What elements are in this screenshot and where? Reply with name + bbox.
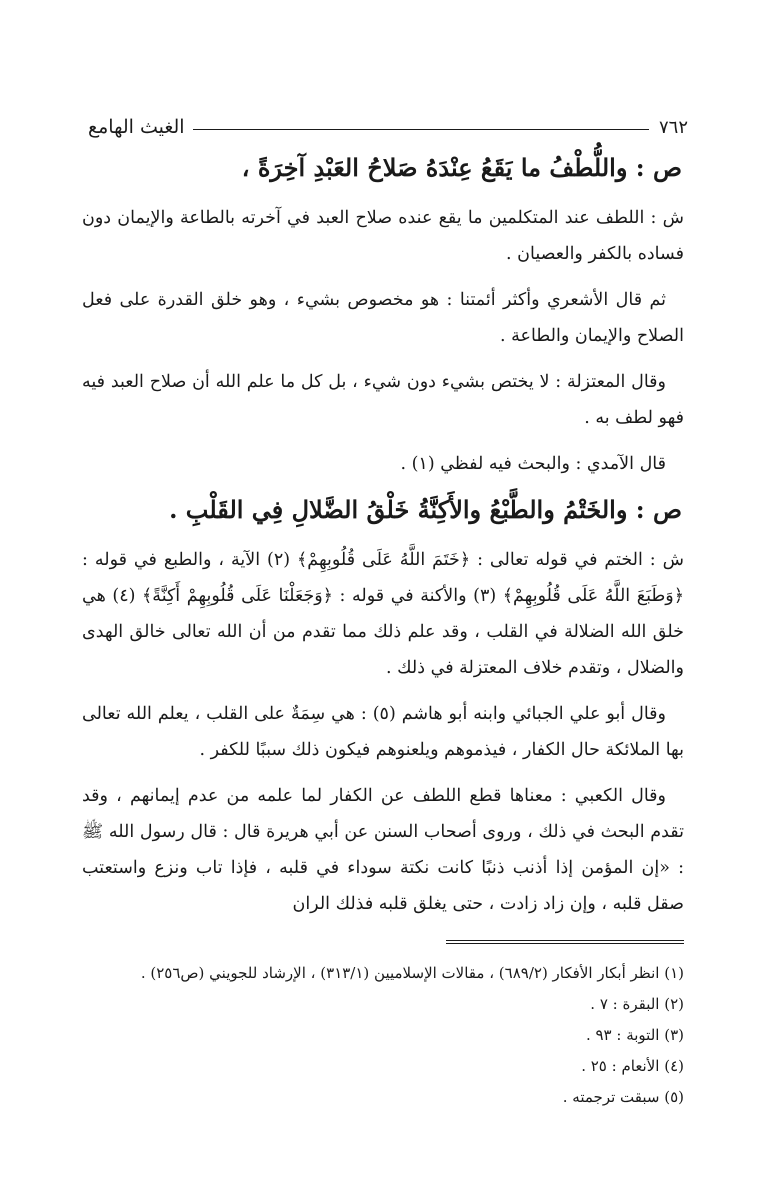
footnote: (٣) التوبة : ٩٣ . bbox=[585, 1026, 684, 1044]
page-header bbox=[88, 108, 688, 138]
header-rule bbox=[193, 129, 649, 130]
paragraph: وقال الكعبي : معناها قطع اللطف عن الكفار لما علمه من عدم إيمانهم ، وقد تقدم البحث في ذلك ، وروى أصحاب السنن عن أبي هريرة قال : قال رسول الله ﷺ : «إن المؤمن إذا أذنب ذنبًا كانت نكتة سوداء في قلبه ، فإذا تاب ونزع واستعتب صقل قلبه ، وإن زاد زادت ، حتى يغلق قلبه فذلك الران bbox=[82, 786, 684, 914]
paragraph: قال الآمدي : والبحث فيه لفظي (١) . bbox=[400, 454, 666, 474]
footnote: (١) انظر أبكار الأفكار (٦٨٩/٢) ، مقالات الإسلاميين (٣١٣/١) ، الإرشاد للجويني (ص٢٥٦) . bbox=[140, 964, 684, 982]
paragraph: وقال أبو علي الجبائي وابنه أبو هاشم (٥) : هي سِمَةٌ على القلب ، يعلم الله تعالى بها الملائكة حال الكفار ، فيذموهم ويلعنوهم فيكون ذلك سببًا للكفر . bbox=[82, 704, 684, 760]
main-text bbox=[82, 150, 684, 932]
matn-heading: ص : واللُّطْفُ ما يَقَعُ عِنْدَهُ صَلاحُ العَبْدِ آخِرَةً ، bbox=[241, 153, 682, 182]
page-number: ٧٦٢ bbox=[658, 117, 688, 138]
footnotes bbox=[82, 958, 684, 1113]
sharh-paragraph: ش : اللطف عند المتكلمين ما يقع عنده صلاح العبد في آخرته بالطاعة والإيمان دون فساده بالكفر والعصيان . bbox=[82, 208, 684, 264]
footnote-rule bbox=[446, 940, 684, 944]
footnote: (٤) الأنعام : ٢٥ . bbox=[581, 1057, 684, 1075]
footnote: (٢) البقرة : ٧ . bbox=[590, 995, 684, 1013]
sharh-paragraph: ش : الختم في قوله تعالى : ﴿خَتَمَ اللَّهُ عَلَى قُلُوبِهِمْ﴾ (٢) الآية ، والطبع في قوله : ﴿وَطَبَعَ اللَّهُ عَلَى قُلُوبِهِمْ﴾ (٣) والأكنة في قوله : ﴿وَجَعَلْنَا عَلَى قُلُوبِهِمْ أَكِنَّةً﴾ (٤) هي خلق الله الضلالة في القلب ، وقد علم ذلك مما تقدم من أن الله تعالى خالق الهدى والضلال ، وتقدم خلاف المعتزلة في ذلك . bbox=[82, 550, 685, 678]
paragraph: وقال المعتزلة : لا يختص بشيء دون شيء ، بل كل ما علم الله أن صلاح العبد فيه فهو لطف به . bbox=[82, 372, 684, 428]
matn-heading: ص : والخَتْمُ والطَّبْعُ والأَكِنَّةُ خَلْقُ الضَّلالِ فِي القَلْبِ . bbox=[169, 495, 682, 524]
paragraph: ثم قال الأشعري وأكثر أئمتنا : هو مخصوص بشيء ، وهو خلق القدرة على فعل الصلاح والإيمان والطاعة . bbox=[82, 290, 684, 346]
book-title: الغيث الهامع bbox=[88, 116, 185, 138]
footnote: (٥) سبقت ترجمته . bbox=[562, 1088, 684, 1106]
